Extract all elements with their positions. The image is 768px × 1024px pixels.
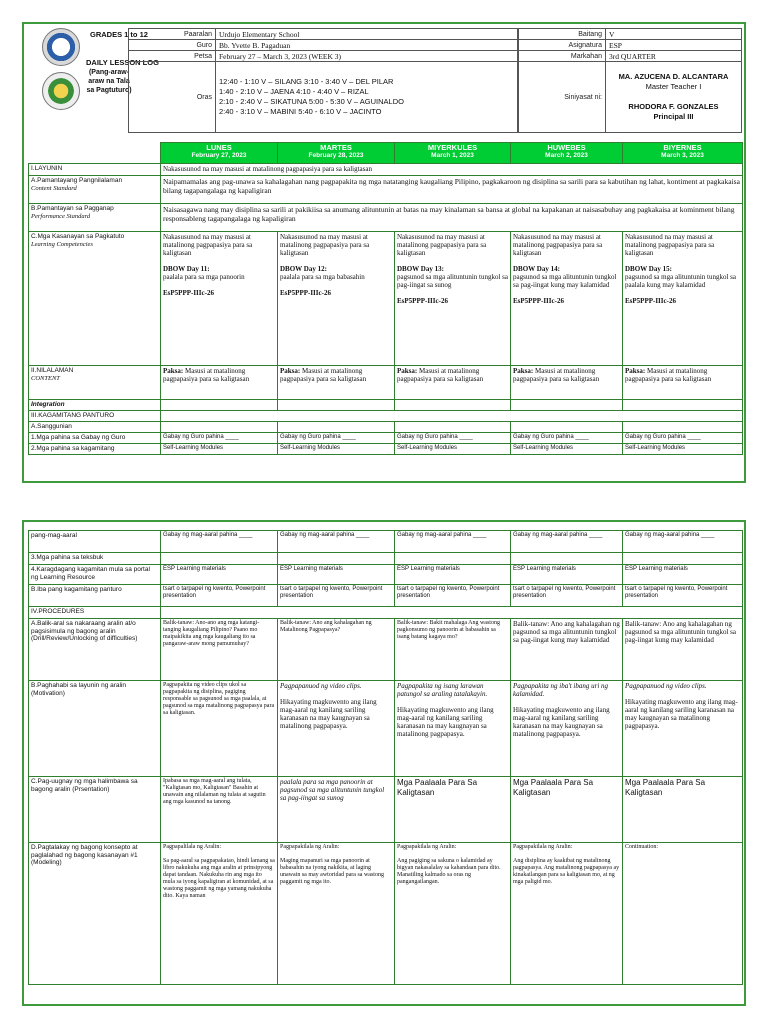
paksa-cell: Paksa: Masusi at matalinong pagpapasiya para sa kaligtasan	[623, 366, 743, 400]
header-info-right	[518, 28, 742, 133]
oras-line: 2:40 - 3:10 V – MABINI 5:40 - 6:10 V – JACINTO	[219, 107, 382, 116]
pag-uugnay-label: C.Pag-uugnay ng mga halimbawa sa bagong aralin (Prsentation)	[29, 777, 161, 843]
motivation-cell: Pagpapakita ng isang larawan patungol sa araling tatalakayin. Hikayating magkuwento ang ilang mag-aaral ng kanilang sariling karanasan na may kaugnayan sa matalinong pagpapasya.	[395, 681, 511, 777]
slm-cell: Self-Learning Modules	[395, 444, 511, 455]
pang-mag-aaral-label: pang-mag-aaral	[29, 531, 161, 553]
gabay-mag-aaral-cell: Gabay ng mag-aaral pahina ____	[161, 531, 278, 553]
gabay-mag-aaral-cell: Gabay ng mag-aaral pahina ____	[511, 531, 623, 553]
competency-cell: Nakasusunod na may masusi at matalinong pagpapasiya para sa kaligtasan DBOW Day 15: pagsunod sa mga alituntunin tungkol sa paalala kung may kalamidad EsP5PPP-IIIc-26	[623, 232, 743, 366]
presentation-cell: paalala para sa mga panoorin at pagsunod sa mga alituntunin tungkol sa pag-iingat sa sunog	[278, 777, 395, 843]
day-header-biyernes: BIYERNES March 3, 2023	[623, 143, 743, 164]
presentation-cell: Mga Paalaala Para Sa Kaligtasan	[511, 777, 623, 843]
markahan-label: Markahan	[519, 51, 606, 62]
gabay-guro-cell: Gabay ng Guro pahina ____	[623, 433, 743, 444]
paksa-cell: Paksa: Masusi at matalinong pagpapasiya para sa kaligtasan	[161, 366, 278, 400]
kagamitan-label: III.KAGAMITANG PANTURO	[29, 411, 161, 422]
gabay-mag-aaral-cell: Gabay ng mag-aaral pahina ____	[623, 531, 743, 553]
signatory-1-name: MA. AZUCENA D. ALCANTARA	[618, 72, 729, 81]
tsart-cell: tsart o tarpapel ng kwento, Powerpoint presentation	[623, 585, 743, 607]
oras-label: Oras	[129, 62, 216, 133]
presentation-cell: Ipabasa sa mga mag-aaral ang tulata, "Kaligtasan mo, Kaligtasan" Basahin at unawain ang nilalaman ng tulata at sagutin ang mga kasunod na tanong.	[161, 777, 278, 843]
header	[28, 28, 742, 150]
gabay-guro-cell: Gabay ng Guro pahina ____	[278, 433, 395, 444]
performance-standard-text: Naisasagawa nang may disiplina sa sarili at pakikiisa sa anumang alituntunin at batas na may kinalaman sa bansa at global na kapakanan at naisasabuhay ang pagkakaisa at kominment bilang responsableng tagapangalaga ng kapaligiran	[161, 204, 743, 232]
modeling-cell: Pagpapakilala ng Aralin: Maging mapanuri sa mga panoorin at babasahin na iyong nakikita, at laging unawain sa may awtoridad para sa wastong paggamit ng mga ito.	[278, 843, 395, 985]
guro-value: Bb. Yvette B. Pagaduan	[216, 40, 518, 51]
guro-label: Guro	[129, 40, 216, 51]
competency-cell: Nakasusunod na may masusi at matalinong pagpapasiya para sa kaligtasan DBOW Day 12: paalala para sa mga babasahin EsP5PPP-IIIc-26	[278, 232, 395, 366]
slm-cell: Self-Learning Modules	[511, 444, 623, 455]
competencies-label: C.Mga Kasanayan sa Pagkatuto Learning Competencies	[29, 232, 161, 366]
modeling-cell: Pagpapalilala ng Aralin: Sa pag-aaral sa pagpapakatao, hindi lamang sa libro nakukuha ang mga aralin at prinsipyong dapat tandaan. Nakukuha rin ang mga ito mula sa iyong kapaligiran at komunidad, at sa wastong paggamit ng mga yamang nakukuha dito. Kaya naman	[161, 843, 278, 985]
esp-materials-cell: ESP Learning materials	[161, 565, 278, 585]
siniyasat-label: Siniyasat ni:	[519, 62, 606, 133]
modeling-cell: Pagpapakilala ng Aralin: Ang pagiging sa sakuna o kalamidad ay bigyan nakasalalay sa kahandaan para dito. Manatiling kalmado sa oras ng pangangailangan.	[395, 843, 511, 985]
gabay-mag-aaral-cell: Gabay ng mag-aaral pahina ____	[395, 531, 511, 553]
esp-materials-cell: ESP Learning materials	[278, 565, 395, 585]
content-standard-text: Naipamamalas ang pag-unawa sa kahalagahan nang pagpapakita ng mga natatanging kaugaliang Pilipino, pagkakaroon ng disiplina sa sarili para sa kabutihan ng lahat, kontiment at pagkakaisa bilang tagapangalaga ng kapaligiran	[161, 176, 743, 204]
modeling-cell: Pagpapakilala ng Aralin: Ang disiplina ay kaakibat ng matalinong pagpapasya. Ang matalinong pagpapasya ay kinakailangan para sa kaligtasan mo, at ng mga paligid mo.	[511, 843, 623, 985]
header-info-left	[128, 28, 518, 133]
balik-aral-cell: Balik-tanaw: Ano ang kahalagahan ng pagsunod sa mga alituntunin tungkol sa pag-iingat kung may kalamidad	[511, 619, 623, 681]
day-header-huwebes: HUWEBES March 2, 2023	[511, 143, 623, 164]
gabay-guro-label: 1.Mga pahina sa Gabay ng Guro	[29, 433, 161, 444]
karagdagang-kagamitan-label: 4.Karagdagang kagamitan mula sa portal ng Learning Resource	[29, 565, 161, 585]
signatory-2-title: Principal III	[653, 112, 694, 121]
gabay-guro-cell: Gabay ng Guro pahina ____	[161, 433, 278, 444]
signatory-1-title: Master Teacher I	[645, 82, 702, 91]
oras-value	[216, 62, 518, 133]
competency-cell: Nakasusunod na may masusi at matalinong pagpapasiya para sa kaligtasan DBOW Day 14: pagsunod sa mga alituntunin tungkol sa pag-iingat kung may kalamidad EsP5PPP-IIIc-26	[511, 232, 623, 366]
lesson-table-1	[28, 142, 743, 455]
competency-cell: Nakasusunod na may masusi at matalinong pagpapasiya para sa kaligtasan DBOW Day 13: pagsunod sa mga alituntunin tungkol sa pag-iingat sa sunog EsP5PPP-IIIc-26	[395, 232, 511, 366]
motivation-cell: Pagpapanuod ng video clips. Hikayating magkuwento ang ilang mag-aaral ng kanilang sariling karanasan na may kaugnayan sa matalinong pagpapasya.	[623, 681, 743, 777]
pagtalakay-label: D.Pagtalakay ng bagong konsepto at paglalahad ng bagong kasanayan #1 (Modeling)	[29, 843, 161, 985]
layunin-label: I.LAYUNIN	[29, 164, 161, 176]
day-header-martes: MARTES February 28, 2023	[278, 143, 395, 164]
motivation-cell: Pagpapanuod ng video clips. Hikayating magkuwento ang ilang mag-aaral ng kanilang sariling karanasan na may kaugnayan sa matalinong pagpapasya.	[278, 681, 395, 777]
slm-cell: Self-Learning Modules	[278, 444, 395, 455]
oras-line: 12:40 - 1:10 V – SILANG 3:10 - 3:40 V – DEL PILAR	[219, 77, 394, 86]
paksa-cell: Paksa: Masusi at matalinong pagpapasiya para sa kaligtasan	[511, 366, 623, 400]
markahan-value: 3rd QUARTER	[606, 51, 742, 62]
gabay-mag-aaral-cell: Gabay ng mag-aaral pahina ____	[278, 531, 395, 553]
signatories	[606, 62, 742, 133]
grades-label: GRADES 1 to 12	[90, 30, 148, 39]
paghahabi-label: B.Paghahabi sa layunin ng aralin (Motivation)	[29, 681, 161, 777]
tsart-cell: tsart o tarpapel ng kwento, Powerpoint presentation	[395, 585, 511, 607]
baitang-value: V	[606, 29, 742, 40]
integration-label: Integration	[29, 400, 161, 411]
lesson-table-2	[28, 530, 743, 985]
gabay-guro-cell: Gabay ng Guro pahina ____	[395, 433, 511, 444]
esp-materials-cell: ESP Learning materials	[395, 565, 511, 585]
slm-cell: Self-Learning Modules	[161, 444, 278, 455]
content-standard-label: A.Pamantayang Pangnilalaman Content Standard	[29, 176, 161, 204]
nilalaman-label: II.NILALAMAN CONTENT	[29, 366, 161, 400]
paksa-cell: Paksa: Masusi at matalinong pagpapasiya para sa kaligtasan	[395, 366, 511, 400]
petsa-label: Petsa	[129, 51, 216, 62]
sanggunian-label: A.Sanggunian	[29, 422, 161, 433]
day-header-miyerkules: MIYERKULES March 1, 2023	[395, 143, 511, 164]
oras-line: 2:10 - 2:40 V – SIKATUNA 5:00 - 5:30 V – AGUINALDO	[219, 97, 404, 106]
paksa-cell: Paksa: Masusi at matalinong pagpapasiya para sa kaligtasan	[278, 366, 395, 400]
presentation-cell: Mga Paalaala Para Sa Kaligtasan	[623, 777, 743, 843]
balik-aral-cell: Balik-tanaw: Bakit mahalaga Ang wastong pagkonsumo ng panoorin at babasahin sa isang batang kagaya mo?	[395, 619, 511, 681]
performance-standard-label: B.Pamantayan sa Pagganap Performance Standard	[29, 204, 161, 232]
slm-cell: Self-Learning Modules	[623, 444, 743, 455]
tsart-cell: tsart o tarpapel ng kwento, Powerpoint presentation	[511, 585, 623, 607]
lesson-log-page-2	[22, 520, 746, 1006]
school-seal-logo	[42, 72, 80, 110]
day-header-lunes: LUNES February 27, 2023	[161, 143, 278, 164]
balik-aral-label: A.Balik-aral sa nakaraang aralin at/o pagsisimula ng bagong aralin (Drill/Review/Unlocking of difficulties)	[29, 619, 161, 681]
dll-title: DAILY LESSON LOG	[86, 58, 159, 67]
paaralan-value: Urdujo Elementary School	[216, 29, 518, 40]
iba-pang-kagamitan-label: B.Iba pang kagamitang panturo	[29, 585, 161, 607]
lesson-log-page-1	[22, 22, 746, 483]
tsart-cell: tsart o tarpapel ng kwento, Powerpoint presentation	[278, 585, 395, 607]
dll-subtitle: (Pang-araw-araw na Tala sa Pagtuturo)	[86, 69, 132, 94]
asignatura-label: Asignatura	[519, 40, 606, 51]
competency-cell: Nakasusunod na may masusi at matalinong pagpapasiya para sa kaligtasan DBOW Day 11: paalala para sa mga panoorin EsP5PPP-IIIc-26	[161, 232, 278, 366]
petsa-value: February 27 – March 3, 2023 (WEEK 3)	[216, 51, 518, 62]
tsart-cell: tsart o tarpapel ng kwento, Powerpoint presentation	[161, 585, 278, 607]
esp-materials-cell: ESP Learning materials	[623, 565, 743, 585]
layunin-text: Nakasusunod na may masusi at matalinong pagpapasiya para sa kaligtasan	[161, 164, 743, 176]
kagamitang-label: 2.Mga pahina sa kagamitang	[29, 444, 161, 455]
balik-aral-cell: Balik-tanaw: Ano ang kahalagahan ng pagsunod sa mga alituntunin tungkol sa pag-iingat kung may kalamidad	[623, 619, 743, 681]
balik-aral-cell: Balik-tanaw: Ano ang kahalagahan ng Matalinong Pagpapasya?	[278, 619, 395, 681]
paaralan-label: Paaralan	[129, 29, 216, 40]
asignatura-value: ESP	[606, 40, 742, 51]
baitang-label: Baitang	[519, 29, 606, 40]
teksbuk-label: 3.Mga pahina sa teksbuk	[29, 553, 161, 565]
motivation-cell: Pagpapakita ng iba't ibang uri ng kalamidad. Hikayating magkuwento ang ilang mag-aaral ng kanilang sariling karanasan na may kaugnayan sa matalinong pagpapasya.	[511, 681, 623, 777]
esp-materials-cell: ESP Learning materials	[511, 565, 623, 585]
deped-seal-logo	[42, 28, 80, 66]
oras-line: 1:40 - 2:10 V – JAENA 4:10 - 4:40 V – RIZAL	[219, 87, 369, 96]
motivation-cell: Pagpapakita ng video clips ukol sa pagpapakita ng disiplina, pagiging responsable sa pagsunod sa mga paalala, at pagsunod sa mga matalinong pagpapasya para sa kaligtasan.	[161, 681, 278, 777]
procedures-label: IV.PROCEDURES	[29, 607, 161, 619]
gabay-guro-cell: Gabay ng Guro pahina ____	[511, 433, 623, 444]
presentation-cell: Mga Paalaala Para Sa Kaligtasan	[395, 777, 511, 843]
signatory-2-name: RHODORA F. GONZALES	[628, 102, 719, 111]
modeling-cell: Continuation:	[623, 843, 743, 985]
balik-aral-cell: Balik-tanaw: Ano-ano ang mga katangi-tanging kaugaliang Pilipino? Paano mo maipakikita ang mga kaugaliang ito sa pangaraw-araw mong pamumuhay?	[161, 619, 278, 681]
